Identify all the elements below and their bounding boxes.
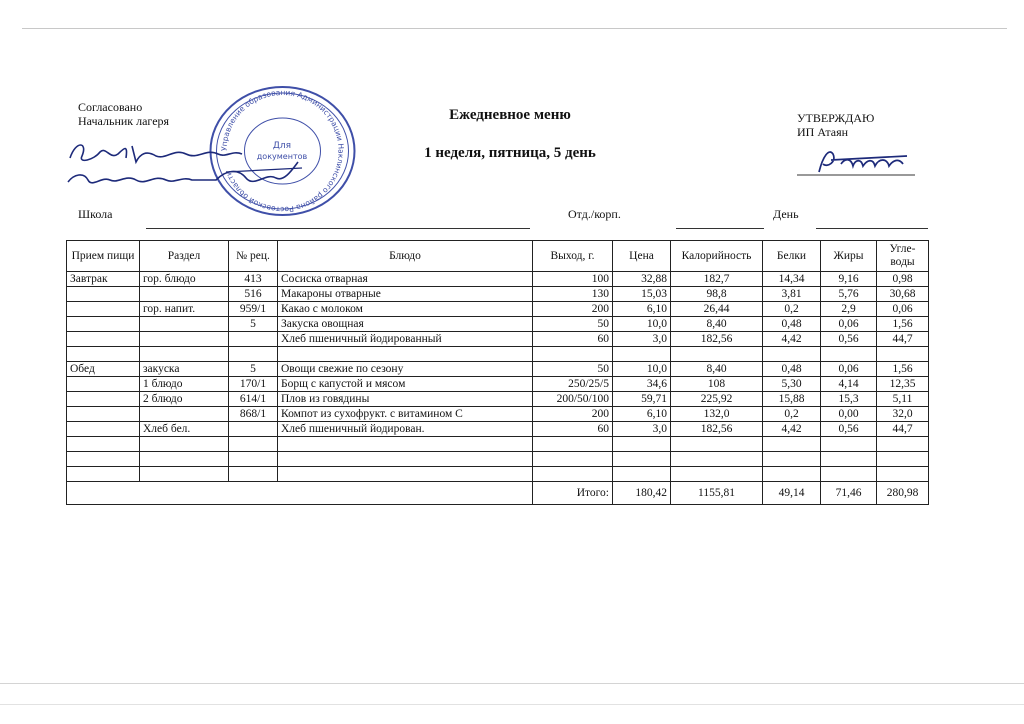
table-cell: 8,40 (671, 317, 763, 332)
table-cell: 5,76 (821, 287, 877, 302)
table-cell: 182,56 (671, 422, 763, 437)
table-cell: Сосиска отварная (278, 272, 533, 287)
table-header-cell: Прием пищи (67, 241, 140, 272)
table-cell: 182,7 (671, 272, 763, 287)
table-cell (67, 377, 140, 392)
table-cell (533, 437, 613, 452)
table-cell: 959/1 (229, 302, 278, 317)
table-cell: Хлеб пшеничный йодирован. (278, 422, 533, 437)
table-cell (67, 407, 140, 422)
table-cell: 5,30 (763, 377, 821, 392)
table-row (67, 302, 929, 317)
table-cell (67, 287, 140, 302)
table-cell: 2,9 (821, 302, 877, 317)
document-subtitle: 1 неделя, пятница, 5 день (424, 145, 596, 161)
table-cell (821, 467, 877, 482)
table-cell: закуска (140, 362, 229, 377)
table-cell: Хлеб бел. (140, 422, 229, 437)
table-cell (278, 467, 533, 482)
table-cell: 14,34 (763, 272, 821, 287)
table-cell: 0,2 (763, 302, 821, 317)
table-row (67, 422, 929, 437)
document-title: Ежедневное меню (449, 107, 571, 123)
table-cell: 0,48 (763, 317, 821, 332)
table-cell: 44,7 (877, 332, 929, 347)
menu-table-wrapper (66, 240, 929, 505)
table-cell: гор. напит. (140, 302, 229, 317)
table-cell: гор. блюдо (140, 272, 229, 287)
table-cell: 132,0 (671, 407, 763, 422)
table-cell (763, 437, 821, 452)
total-protein: 49,14 (763, 482, 821, 505)
table-header-cell: Цена (613, 241, 671, 272)
table-cell: 60 (533, 332, 613, 347)
table-header-cell: № рец. (229, 241, 278, 272)
confirm-label: УТВЕРЖДАЮ (797, 111, 875, 125)
table-cell: Хлеб пшеничный йодированный (278, 332, 533, 347)
table-cell: Закуска овощная (278, 317, 533, 332)
confirm-by: ИП Атаян (797, 125, 849, 139)
table-cell (877, 467, 929, 482)
table-cell (140, 287, 229, 302)
total-row (67, 482, 929, 505)
table-cell: Обед (67, 362, 140, 377)
table-cell: 2 блюдо (140, 392, 229, 407)
table-cell (821, 452, 877, 467)
table-cell: 9,16 (821, 272, 877, 287)
table-cell: 3,0 (613, 332, 671, 347)
total-carbs: 280,98 (877, 482, 929, 505)
table-row (67, 467, 929, 482)
table-cell: 413 (229, 272, 278, 287)
table-cell (229, 347, 278, 362)
scan-edge-top (22, 28, 1007, 29)
table-row (67, 407, 929, 422)
table-cell: 59,71 (613, 392, 671, 407)
table-cell: 10,0 (613, 317, 671, 332)
table-cell: 200 (533, 302, 613, 317)
table-cell (821, 347, 877, 362)
table-cell: 1,56 (877, 362, 929, 377)
total-calories: 1155,81 (671, 482, 763, 505)
table-cell (140, 332, 229, 347)
table-cell (67, 317, 140, 332)
stamp-center-line2: документов (256, 152, 308, 161)
total-price: 180,42 (613, 482, 671, 505)
table-cell (278, 347, 533, 362)
total-label: Итого: (533, 482, 613, 505)
table-cell: 3,81 (763, 287, 821, 302)
table-cell: 200/50/100 (533, 392, 613, 407)
table-cell: 98,8 (671, 287, 763, 302)
table-cell: 0,56 (821, 332, 877, 347)
table-cell: Борщ с капустой и мясом (278, 377, 533, 392)
table-cell: 4,42 (763, 332, 821, 347)
table-cell (67, 437, 140, 452)
table-cell (763, 347, 821, 362)
table-cell: 3,0 (613, 422, 671, 437)
scan-edge-mid (0, 683, 1024, 684)
stamp-center-line1: Для (272, 141, 292, 151)
table-cell: 0,00 (821, 407, 877, 422)
table-cell: 15,3 (821, 392, 877, 407)
table-cell (140, 347, 229, 362)
table-cell: 0,98 (877, 272, 929, 287)
table-cell: 170/1 (229, 377, 278, 392)
table-cell: 6,10 (613, 407, 671, 422)
table-header-cell: Калорийность (671, 241, 763, 272)
table-cell (140, 452, 229, 467)
table-cell (229, 437, 278, 452)
table-cell: Макароны отварные (278, 287, 533, 302)
table-cell (877, 437, 929, 452)
table-cell: Плов из говядины (278, 392, 533, 407)
table-cell (140, 437, 229, 452)
table-cell (229, 452, 278, 467)
total-blank-cell (67, 482, 533, 505)
table-header-cell: Белки (763, 241, 821, 272)
table-cell: 1,56 (877, 317, 929, 332)
day-fill-line (816, 228, 928, 229)
table-cell (229, 467, 278, 482)
table-cell (877, 452, 929, 467)
dept-label: Отд./корп. (568, 207, 621, 221)
table-cell: 0,2 (763, 407, 821, 422)
table-cell: Компот из сухофрукт. с витамином С (278, 407, 533, 422)
approved-label: Согласовано (78, 100, 143, 114)
table-cell: 108 (671, 377, 763, 392)
table-cell: 0,06 (821, 362, 877, 377)
table-row (67, 317, 929, 332)
table-cell: 30,68 (877, 287, 929, 302)
table-cell: 50 (533, 317, 613, 332)
table-cell: 12,35 (877, 377, 929, 392)
table-cell (763, 452, 821, 467)
table-cell (67, 347, 140, 362)
table-cell: 8,40 (671, 362, 763, 377)
school-label: Школа (78, 207, 113, 221)
table-cell: 868/1 (229, 407, 278, 422)
table-cell (140, 317, 229, 332)
table-cell (671, 347, 763, 362)
table-cell: 516 (229, 287, 278, 302)
table-cell: 4,42 (763, 422, 821, 437)
approval-block-right (797, 111, 874, 139)
table-row (67, 287, 929, 302)
table-cell: 6,10 (613, 302, 671, 317)
table-cell (67, 452, 140, 467)
table-cell: 100 (533, 272, 613, 287)
table-row (67, 362, 929, 377)
table-cell: 4,14 (821, 377, 877, 392)
table-row (67, 272, 929, 287)
table-cell: Завтрак (67, 272, 140, 287)
table-cell (140, 467, 229, 482)
table-cell: 5 (229, 362, 278, 377)
table-row (67, 332, 929, 347)
table-cell (229, 422, 278, 437)
table-cell (671, 452, 763, 467)
scan-edge-bottom (0, 704, 1024, 705)
table-cell (140, 407, 229, 422)
table-cell (763, 467, 821, 482)
table-cell (67, 392, 140, 407)
table-cell: 614/1 (229, 392, 278, 407)
table-cell (67, 422, 140, 437)
menu-table (66, 240, 929, 505)
table-cell (67, 302, 140, 317)
school-info-row (78, 207, 938, 229)
table-cell (671, 437, 763, 452)
table-cell: 50 (533, 362, 613, 377)
table-cell (821, 437, 877, 452)
table-cell (533, 452, 613, 467)
table-cell: 5 (229, 317, 278, 332)
table-cell: 5,11 (877, 392, 929, 407)
approval-block-left (78, 100, 169, 128)
table-row (67, 392, 929, 407)
table-cell (613, 467, 671, 482)
school-fill-line (146, 228, 530, 229)
table-row (67, 347, 929, 362)
table-cell (533, 347, 613, 362)
table-row (67, 437, 929, 452)
table-cell: 32,0 (877, 407, 929, 422)
table-cell (613, 437, 671, 452)
table-cell: 26,44 (671, 302, 763, 317)
table-cell (533, 467, 613, 482)
table-cell (278, 452, 533, 467)
approved-by: Начальник лагеря (78, 114, 170, 128)
table-cell: 225,92 (671, 392, 763, 407)
table-cell: 44,7 (877, 422, 929, 437)
signature-right (797, 142, 917, 178)
table-row (67, 452, 929, 467)
table-cell: 130 (533, 287, 613, 302)
table-cell (278, 437, 533, 452)
table-cell (613, 347, 671, 362)
table-header-cell: Выход, г. (533, 241, 613, 272)
total-fat: 71,46 (821, 482, 877, 505)
day-label: День (773, 207, 799, 221)
table-cell: 15,03 (613, 287, 671, 302)
table-cell (877, 347, 929, 362)
table-cell: 0,06 (821, 317, 877, 332)
table-cell: 60 (533, 422, 613, 437)
table-cell: 182,56 (671, 332, 763, 347)
table-cell: Овощи свежие по сезону (278, 362, 533, 377)
table-cell (67, 467, 140, 482)
table-cell (671, 467, 763, 482)
table-cell: 1 блюдо (140, 377, 229, 392)
table-row (67, 377, 929, 392)
stamp-ring-text: Управление образования Администрации Наклинского района Ростовской области (219, 87, 346, 215)
dept-fill-line (676, 228, 764, 229)
table-cell: 15,88 (763, 392, 821, 407)
table-cell: 250/25/5 (533, 377, 613, 392)
signature-left (66, 130, 336, 200)
table-cell: 10,0 (613, 362, 671, 377)
table-cell (67, 332, 140, 347)
table-header-row (67, 241, 929, 272)
table-cell: 34,6 (613, 377, 671, 392)
table-header-cell: Жиры (821, 241, 877, 272)
table-header-cell: Раздел (140, 241, 229, 272)
table-cell: 0,56 (821, 422, 877, 437)
table-cell: 0,48 (763, 362, 821, 377)
table-header-cell: Угле-воды (877, 241, 929, 272)
table-cell (229, 332, 278, 347)
table-cell: 32,88 (613, 272, 671, 287)
table-header-cell: Блюдо (278, 241, 533, 272)
table-cell (613, 452, 671, 467)
table-cell: Какао с молоком (278, 302, 533, 317)
table-cell: 200 (533, 407, 613, 422)
table-cell: 0,06 (877, 302, 929, 317)
